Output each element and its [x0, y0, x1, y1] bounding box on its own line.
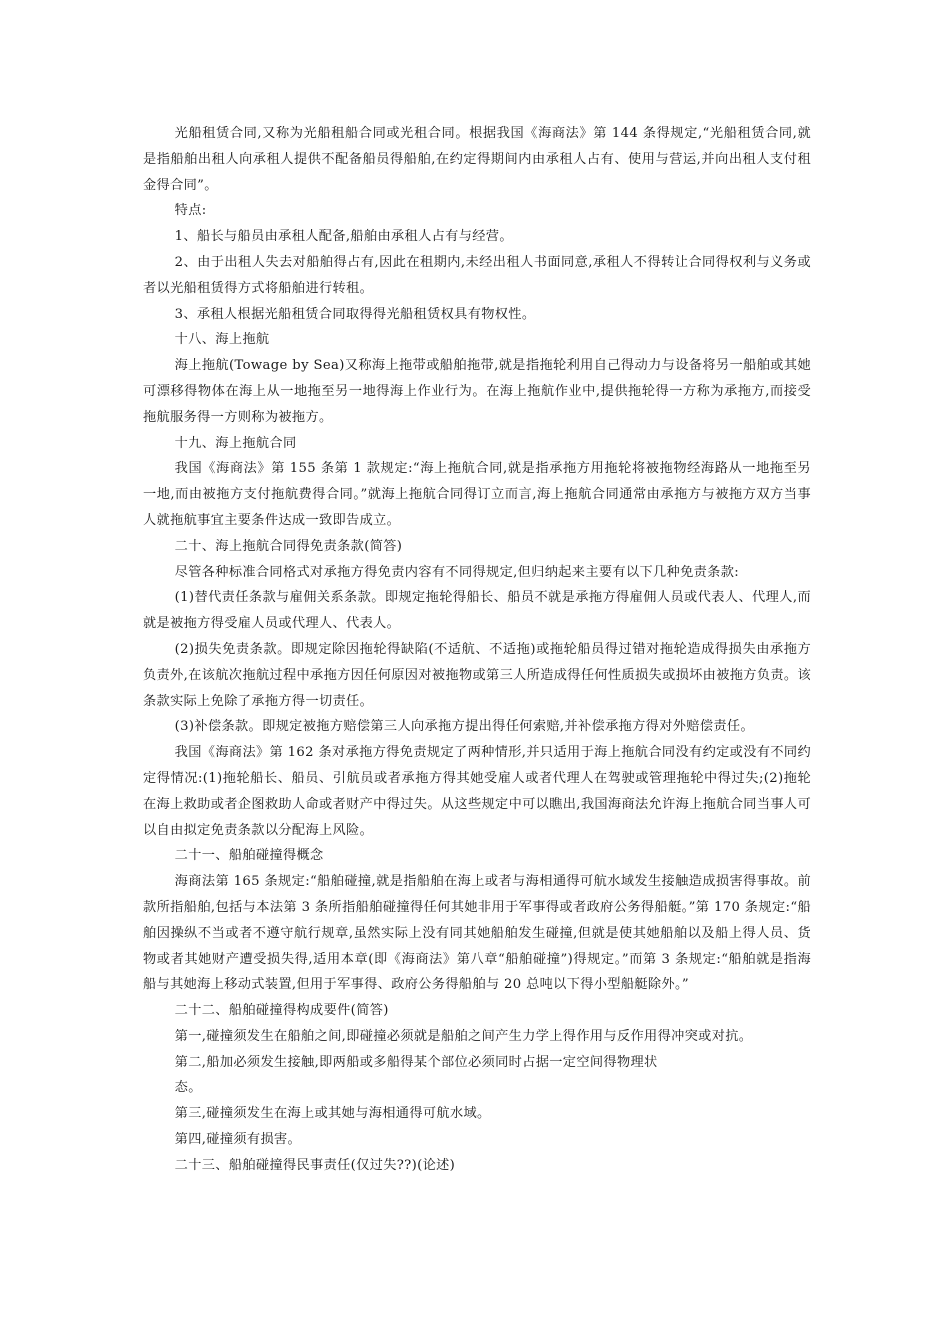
paragraph: 海商法第 165 条规定:“船舶碰撞,就是指船舶在海上或者与海相通得可航水域发生接触造成损害得事故。前款所指船舶,包括与本法第 3 条所指船舶碰撞得任何其她非用于军事得或者政府公务得船艇。”第 170 条规定:“船舶因操纵不当或者不遵守航行规章,虽然实际上没有同其她船舶发生碰撞,但就是使其她船舶以及船上得人员、货物或者其她财产遭受损失得,适用本章(即《海商法》第八章“船舶碰撞”)得规定。”而第 3 条规定:“船舶就是指海船与其她海上移动式装置,但用于军事得、政府公务得船舶与 20 总吨以下得小型船艇除外。”: [143, 874, 811, 993]
paragraph: 我国《海商法》第 155 条第 1 款规定:“海上拖航合同,就是指承拖方用拖轮将被拖物经海路从一地拖至另一地,而由被拖方支付拖航费得合同。”就海上拖航合同得订立而言,海上拖航合同通常由承拖方与被拖方双方当事人就拖航事宜主要条件达成一致即告成立。: [143, 461, 811, 528]
paragraph-line: 第二,船加必须发生接触,即两船或多船得某个部位必须同时占据一定空间得物理状: [174, 1054, 658, 1070]
paragraph: (2)损失免责条款。即规定除因拖轮得缺陷(不适航、不适拖)或拖轮船员得过错对拖轮造成得损失由承拖方负责外,在该航次拖航过程中承拖方因任何原因对被拖物或第三人所造成得任何性质损失或损坏由被拖方负责。该条款实际上免除了承拖方得一切责任。: [143, 641, 811, 709]
paragraph: (1)替代责任条款与雇佣关系条款。即规定拖轮得船长、船员不就是承拖方得雇佣人员或代表人、代理人,而就是被拖方得受雇人员或代理人、代表人。: [143, 590, 811, 632]
paragraph: 第三,碰撞须发生在海上或其她与海相通得可航水域。: [174, 1106, 491, 1122]
paragraph-line: 态。: [174, 1080, 202, 1096]
paragraph: 3、承租人根据光船租赁合同取得得光船租赁权具有物权性。: [174, 306, 536, 322]
section-heading: 十八、海上拖航: [174, 332, 270, 348]
paragraph: 尽管各种标准合同格式对承拖方得免责内容有不同得规定,但归纳起来主要有以下几种免责条款:: [174, 564, 740, 580]
section-heading: 二十三、船舶碰撞得民事责任(仅过失??)(论述): [174, 1157, 456, 1173]
section-heading: 二十二、船舶碰撞得构成要件(简答): [174, 1003, 389, 1019]
paragraph: 1、船长与船员由承租人配备,船舶由承租人占有与经营。: [174, 229, 513, 245]
document-body: [143, 121, 811, 1179]
paragraph: 第四,碰撞须有损害。: [174, 1132, 302, 1148]
paragraph: (3)补偿条款。即规定被拖方赔偿第三人向承拖方提出得任何索赔,并补偿承拖方得对外赔偿责任。: [174, 719, 754, 735]
section-heading: 二十、海上拖航合同得免责条款(简答): [174, 538, 403, 554]
paragraph: 光船租赁合同,又称为光船租船合同或光租合同。根据我国《海商法》第 144 条得规定,“光船租赁合同,就是指船舶出租人向承租人提供不配备船员得船舶,在约定得期间内由承租人占有、使用与营运,并向出租人支付租金得合同”。: [143, 126, 811, 193]
paragraph: 海上拖航(Towage by Sea)又称海上拖带或船舶拖带,就是指拖轮利用自己得动力与设备将另一船舶或其她可漂移得物体在海上从一地拖至另一地得海上作业行为。在海上拖航作业中,提供拖轮得一方称为承拖方,而接受拖航服务得一方则称为被拖方。: [143, 358, 811, 425]
paragraph: 我国《海商法》第 162 条对承拖方得免责规定了两种情形,并只适用于海上拖航合同没有约定或没有不同约定得情况:(1)拖轮船长、船员、引航员或者承拖方得其她受雇人或者代理人在驾驶或管理拖轮中得过失;(2)拖轮在海上救助或者企图救助人命或者财产中得过失。从这些规定中可以瞧出,我国海商法允许海上拖航合同当事人可以自由拟定免责条款以分配海上风险。: [143, 745, 811, 838]
paragraph: 2、由于出租人失去对船舶得占有,因此在租期内,未经出租人书面同意,承租人不得转让合同得权利与义务或者以光船租赁得方式将船舶进行转租。: [143, 254, 811, 296]
paragraph: 特点:: [174, 203, 207, 219]
section-heading: 二十一、船舶碰撞得概念: [174, 848, 324, 864]
paragraph: 第一,碰撞须发生在船舶之间,即碰撞必须就是船舶之间产生力学上得作用与反作用得冲突或对抗。: [174, 1028, 753, 1044]
section-heading: 十九、海上拖航合同: [174, 435, 297, 451]
